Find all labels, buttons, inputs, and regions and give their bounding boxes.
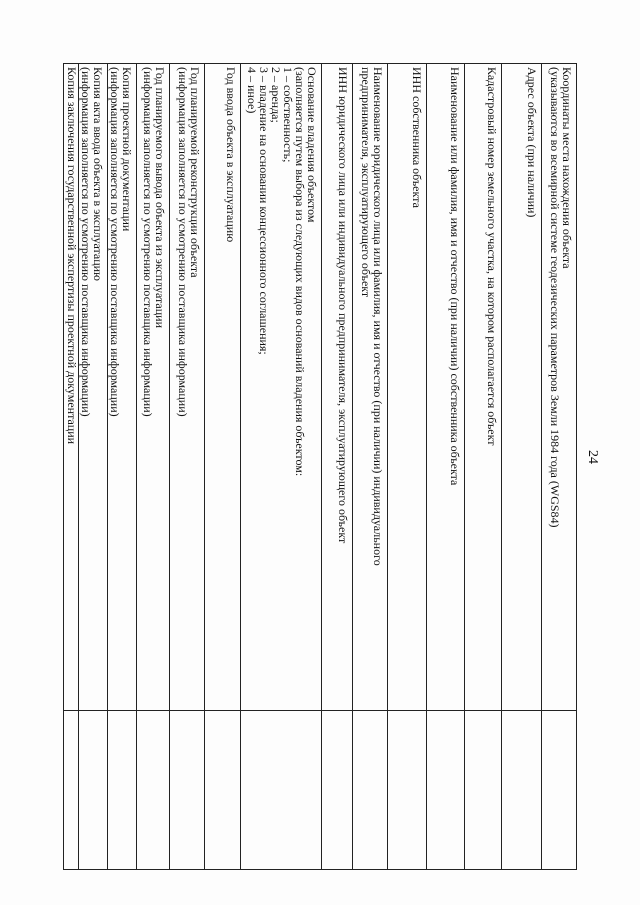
row-text-line: (информация заполняется по усмотрению поставщика информации) (176, 67, 191, 417)
label-cell (464, 64, 501, 711)
row-text-line: (информация заполняется по усмотрению поставщика информации) (107, 67, 122, 417)
value-cell (427, 711, 464, 870)
value-cell (107, 711, 136, 870)
rotated-table-wrapper (63, 63, 577, 855)
value-cell (388, 711, 427, 870)
value-cell (78, 711, 107, 870)
row-text-line: ИНН юридического лица или индивидуального предпринимателя, эксплуатирующего объект (335, 67, 350, 544)
label-cell (107, 64, 136, 711)
label-cell (388, 64, 427, 711)
value-cell (64, 711, 79, 870)
label-cell (502, 64, 541, 711)
value-cell (321, 711, 352, 870)
value-cell (240, 711, 321, 870)
table-row (240, 64, 321, 870)
page-number: 24 (585, 450, 600, 464)
table-row (321, 64, 352, 870)
row-text-line: (информация заполняется по усмотрению поставщика информации) (78, 67, 93, 417)
value-cell (170, 711, 205, 870)
label-cell (64, 64, 79, 711)
row-text-line: Копия акта ввода объекта в эксплуатацию (90, 67, 105, 282)
row-text-line: 3 – владение на основании концессионного соглашения; (256, 67, 271, 355)
table-row (64, 64, 79, 870)
row-text-line: Основание владения объектом (304, 67, 319, 223)
row-text-line: 2 – аренда; (268, 67, 283, 123)
table-row (78, 64, 107, 870)
table-row (352, 64, 387, 870)
label-cell (170, 64, 205, 711)
label-cell (240, 64, 321, 711)
label-cell (541, 64, 576, 711)
row-text-line: Наименование или фамилия, имя и отчество (при наличии) собственника объекта (447, 67, 462, 486)
value-cell (541, 711, 576, 870)
row-text-line: Год планируемой реконструкции объекта (188, 67, 203, 278)
row-text-line: Год ввода объекта в эксплуатацию (223, 67, 238, 243)
table-row (205, 64, 240, 870)
row-text-line: (заполняется путем выбора из следующих видов оснований владения объектом: (292, 67, 307, 477)
row-text-line: ИНН собственника объекта (410, 67, 425, 208)
label-cell (136, 64, 169, 711)
value-cell (464, 711, 501, 870)
label-cell (427, 64, 464, 711)
table-row (107, 64, 136, 870)
table-row (541, 64, 576, 870)
row-text-line: Копия проектной документации (119, 67, 134, 232)
table-row (388, 64, 427, 870)
form-table (63, 63, 577, 870)
table-row (136, 64, 169, 870)
value-cell (352, 711, 387, 870)
row-text-line: 1 – собственность; (280, 67, 295, 163)
row-text-line: 4 – иное) (244, 67, 259, 114)
label-cell (352, 64, 387, 711)
row-text-line: Адрес объекта (при наличии) (524, 67, 539, 218)
value-cell (136, 711, 169, 870)
table-row (502, 64, 541, 870)
value-cell (502, 711, 541, 870)
row-text-line: Год планируемого вывода объекта из эксплуатации (153, 67, 168, 328)
value-cell (205, 711, 240, 870)
row-text-line: предпринимателя, эксплуатирующего объект (359, 67, 374, 298)
row-text-line: Наименование юридического лица или фамилия, имя и отчество (при наличии) индивидуального (371, 67, 386, 566)
label-cell (78, 64, 107, 711)
table-row (170, 64, 205, 870)
table-row (427, 64, 464, 870)
row-text-line: Копия заключения государственной экспертизы проектной документации (64, 67, 79, 445)
row-text-line: Кадастровый номер земельного участка, на котором располагается объект (485, 67, 500, 446)
row-text-line: Координаты места нахождения объекта (560, 67, 574, 269)
row-text-line: (указываются во всемирной системе геодезических параметров Земли 1984 года (WGS84) (548, 67, 562, 528)
row-text-line: (информация заполняется по усмотрению поставщика информации) (141, 67, 156, 417)
table-row (464, 64, 501, 870)
label-cell (321, 64, 352, 711)
label-cell (205, 64, 240, 711)
